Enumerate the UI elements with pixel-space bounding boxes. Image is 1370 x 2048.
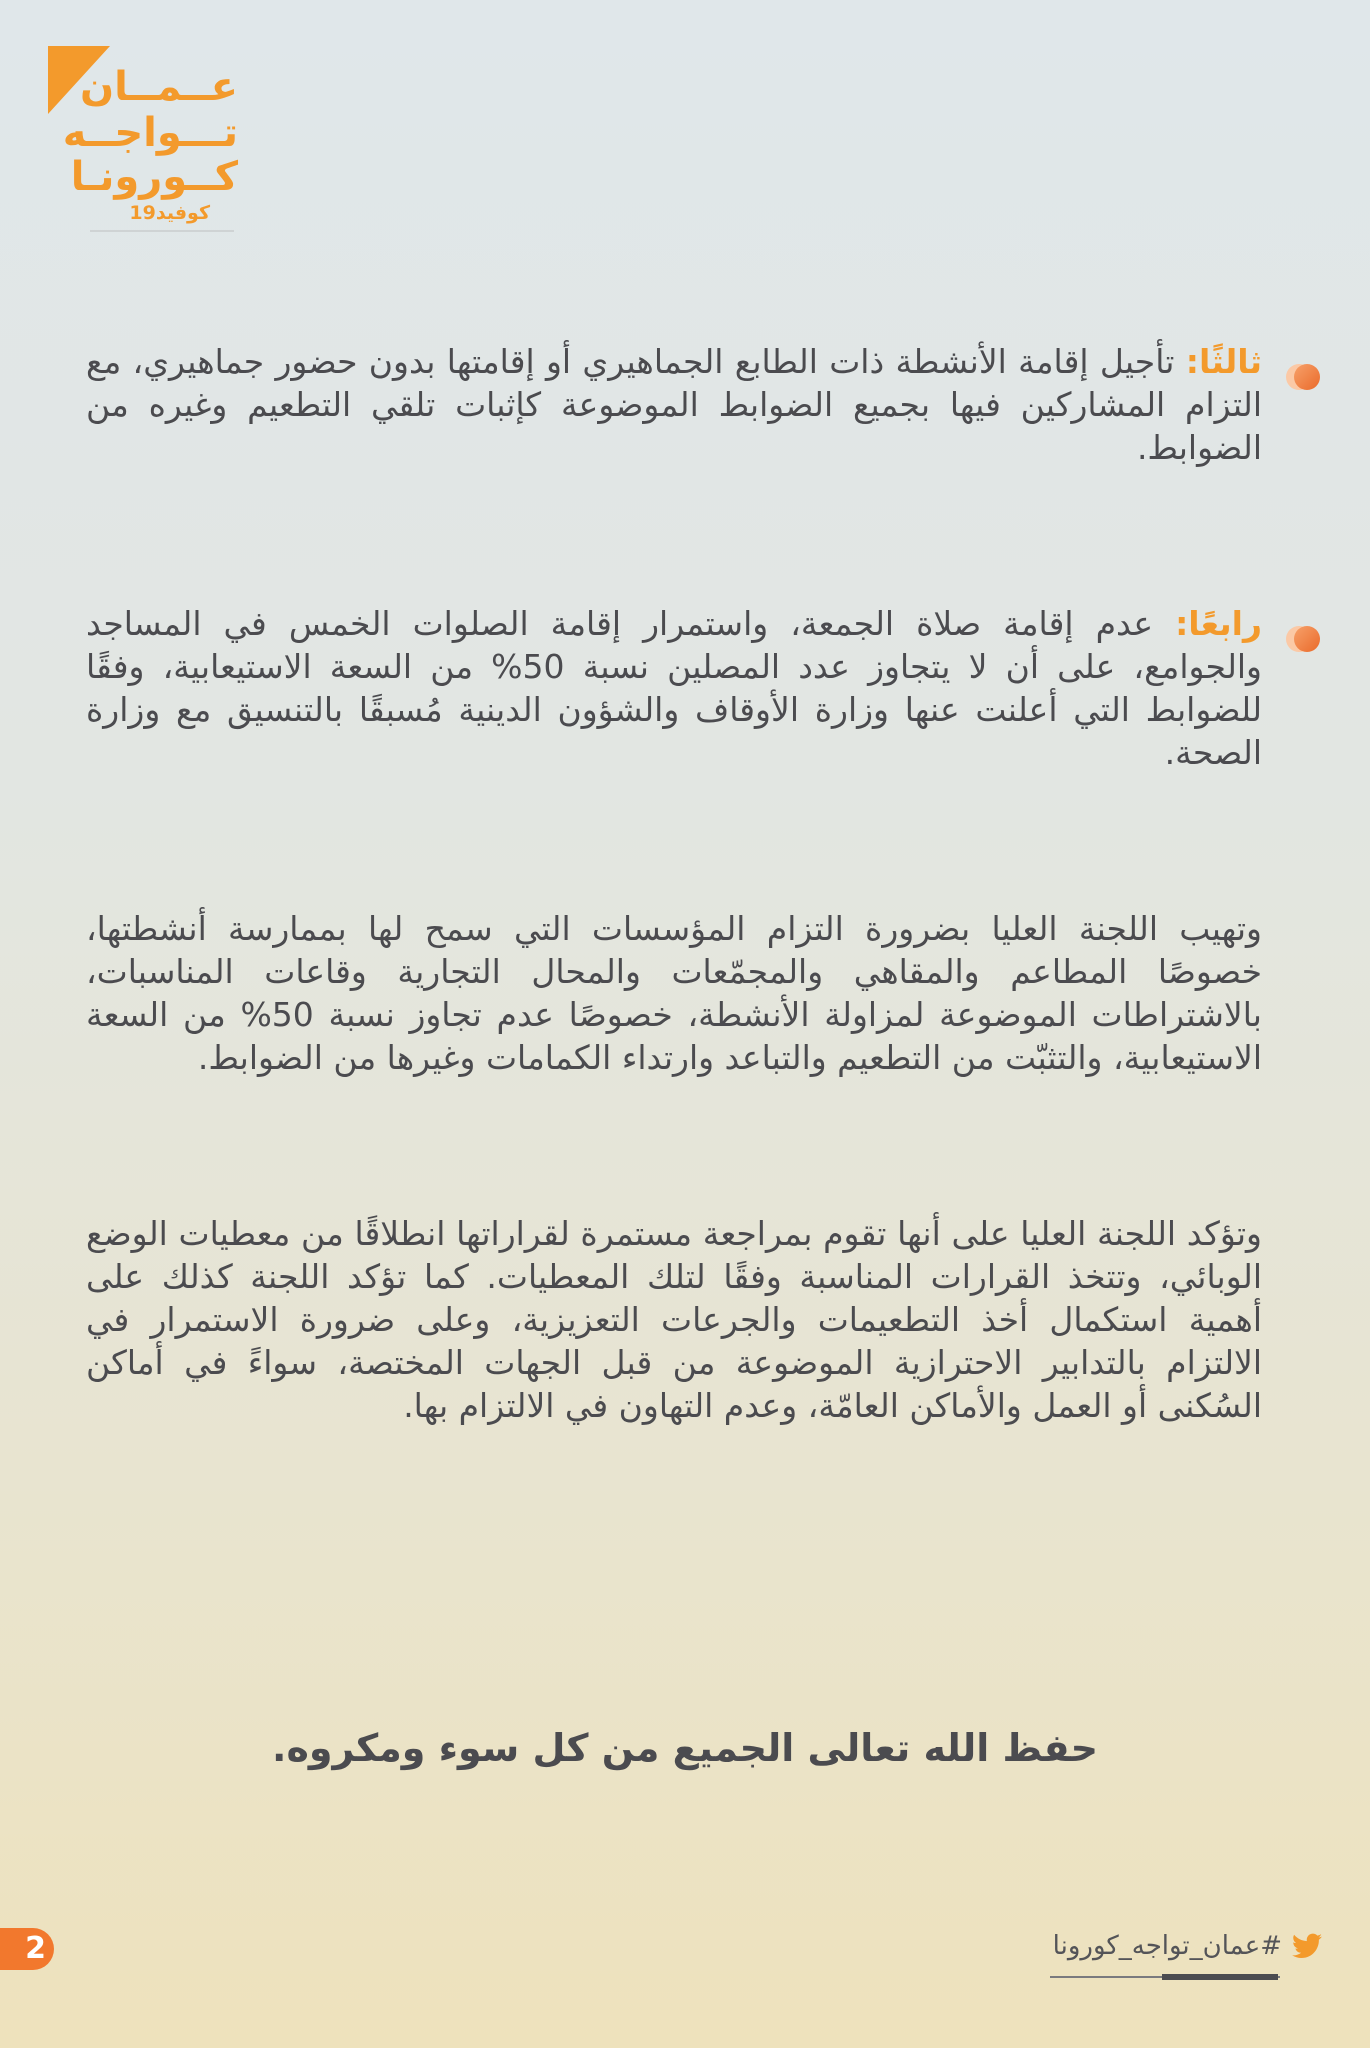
list-item-fourth xyxy=(86,602,1262,774)
logo-line-faces: تـــواجــه xyxy=(62,110,238,156)
list-item-third xyxy=(86,340,1262,469)
logo-line-oman: عــمــان xyxy=(80,64,238,110)
document-body xyxy=(86,340,1262,1427)
logo-line-covid19: كوفيد19 xyxy=(129,202,210,224)
bullet-icon xyxy=(1290,364,1320,390)
footer-divider-accent xyxy=(1162,1974,1278,1980)
closing-prayer: حفظ الله تعالى الجميع من كل سوء ومكروه. xyxy=(272,1726,1098,1770)
paragraph-committee-review: وتؤكد اللجنة العليا على أنها تقوم بمراجعة مستمرة لقراراتها انطلاقًا من معطيات الوضع الوبائي، وتتخذ القرارات المناسبة وفقًا لتلك المعطيات. كما تؤكد اللجنة كذلك على أهمية استكمال أخذ التطعيمات والجرعات التعزيزية، وعلى ضرورة الاستمرار في الالتزام بالتدابير الاحترازية الموضوعة من قبل الجهات المختصة، سواءً في أماكن السُكنى أو العمل والأماكن العامّة، وعدم التهاون في الالتزام بها. xyxy=(86,1214,1262,1425)
bullet-icon xyxy=(1290,626,1320,652)
logo-divider xyxy=(90,230,234,232)
item-label: رابعًا: xyxy=(1175,604,1262,643)
hashtag-text: #عمان_تواجه_كورونا xyxy=(1052,1931,1282,1961)
item-text: تأجيل إقامة الأنشطة ذات الطابع الجماهيري أو إقامتها بدون حضور جماهيري، مع التزام المشاركين فيها بجميع الضوابط الموضوعة كإثبات تلقي التطعيم وغيره من الضوابط. xyxy=(86,342,1262,467)
item-text: عدم إقامة صلاة الجمعة، واستمرار إقامة الصلوات الخمس في المساجد والجوامع، على أن لا يتجاوز عدد المصلين نسبة 50% من السعة الاستيعابية، وفقًا للضوابط التي أعلنت عنها وزارة الأوقاف والشؤون الدينية مُسبقًا بالتنسيق مع وزارة الصحة. xyxy=(86,604,1262,772)
logo-line-corona: كــورونـا xyxy=(70,154,238,200)
logo xyxy=(44,44,244,234)
item-label: ثالثًا: xyxy=(1185,342,1262,381)
page-number-badge: 2 xyxy=(0,1928,54,1970)
hashtag[interactable] xyxy=(1053,1924,1322,1968)
paragraph-committee-appeal: وتهيب اللجنة العليا بضرورة التزام المؤسسات التي سمح لها بممارسة أنشطتها، خصوصًا المطاعم والمقاهي والمجمّعات والمحال التجارية وقاعات المناسبات، بالاشتراطات الموضوعة لمزاولة الأنشطة، خصوصًا عدم تجاوز نسبة 50% من السعة الاستيعابية، والتثبّت من التطعيم والتباعد وارتداء الكمامات وغيرها من الضوابط. xyxy=(86,909,1262,1077)
twitter-icon xyxy=(1292,1933,1322,1959)
